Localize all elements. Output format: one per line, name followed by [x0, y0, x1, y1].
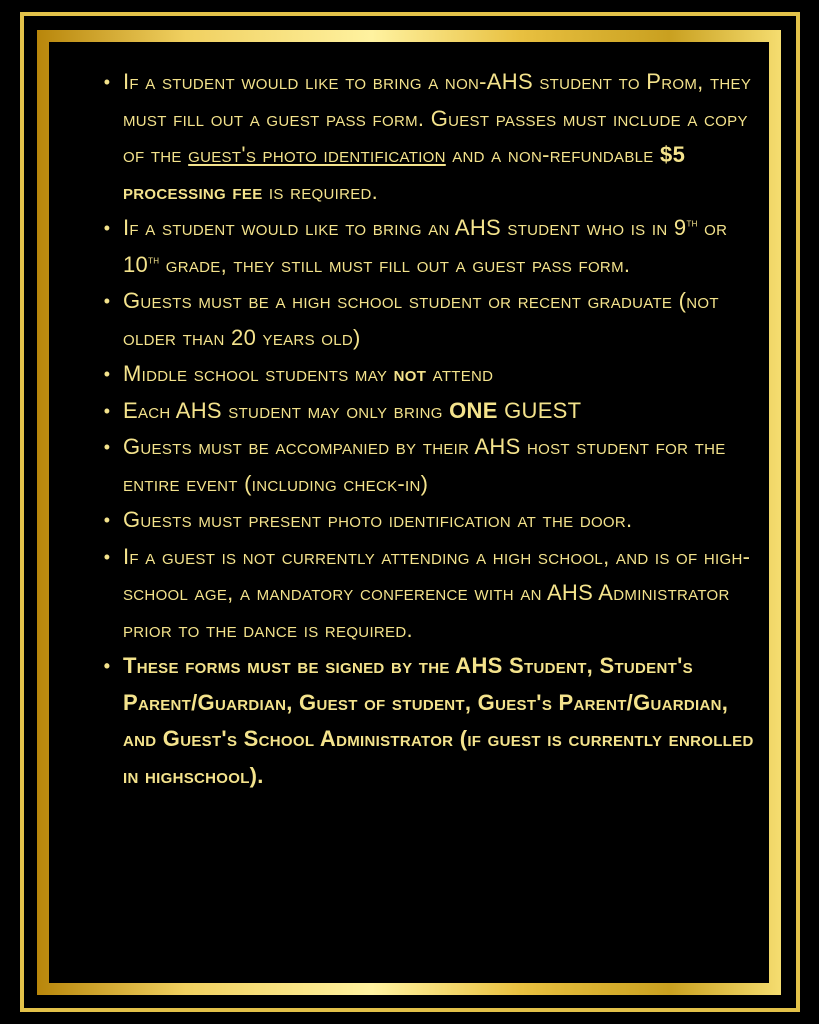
- rule-photo-id: [49, 502, 769, 539]
- gold-frame: [37, 30, 781, 995]
- rule-text: and a non-refundable: [445, 142, 661, 167]
- bullet-icon: •: [103, 400, 111, 421]
- rule-non-ahs-guest: [49, 64, 769, 210]
- rule-accompanied: [49, 429, 769, 502]
- rules-panel: [49, 42, 769, 983]
- bullet-icon: •: [103, 72, 111, 92]
- rule-signatures: [49, 648, 769, 794]
- rule-text: attend: [426, 361, 494, 386]
- rule-text: GUEST: [497, 397, 582, 423]
- rule-text: grade, they still must fill out a guest pass form.: [159, 251, 631, 277]
- rule-text: or 10: [123, 215, 728, 277]
- rule-one-guest: [49, 393, 769, 430]
- rule-text: If a student would like to bring a non-AHS student to Prom, they must fill out a guest pass form. Guest passes must include a copy of the: [123, 69, 752, 167]
- rule-text: These forms must be signed by the AHS Student, Student's Parent/Guardian, Guest of student, Guest's Parent/Guardian, and Guest's School Administrator (if guest is currently enrolled in highschool).: [123, 653, 754, 788]
- rule-text: If a guest is not currently attending a high school, and is of high-school age, a mandatory conference with an AHS Administrator prior to the dance is required.: [123, 543, 751, 642]
- bullet-icon: •: [103, 364, 111, 384]
- bullet-icon: •: [103, 437, 111, 457]
- rule-text: Guests must be accompanied by their AHS host student for the entire event (including check-in): [123, 434, 726, 496]
- rule-text: Each AHS student may only bring: [123, 397, 450, 423]
- photo-id-text: guest's photo identification: [188, 142, 446, 167]
- rule-middle-school: [49, 356, 769, 393]
- emphasis-text: not: [393, 361, 427, 386]
- rule-text: is required.: [262, 178, 379, 204]
- bullet-icon: •: [103, 510, 111, 530]
- bullet-icon: •: [103, 546, 111, 567]
- rule-underclass-guest: [49, 210, 769, 283]
- rule-text: Guests must be a high school student or recent graduate (not older than 20 years old): [123, 288, 719, 350]
- superscript: th: [686, 217, 698, 230]
- bullet-icon: •: [103, 218, 111, 238]
- rule-guest-age: [49, 283, 769, 356]
- rule-conference: [49, 539, 769, 649]
- rule-text: Guests must present photo identification at the door.: [123, 507, 633, 532]
- bullet-icon: •: [103, 291, 111, 311]
- guest-rules-list: [49, 64, 769, 794]
- superscript: th: [148, 254, 160, 267]
- rule-text: Middle school students may: [123, 361, 394, 386]
- rule-text: If a student would like to bring an AHS student who is in 9: [123, 215, 687, 240]
- fee-text: $5 processing fee: [123, 142, 686, 204]
- emphasis-text: ONE: [449, 397, 498, 423]
- bullet-icon: •: [103, 656, 111, 676]
